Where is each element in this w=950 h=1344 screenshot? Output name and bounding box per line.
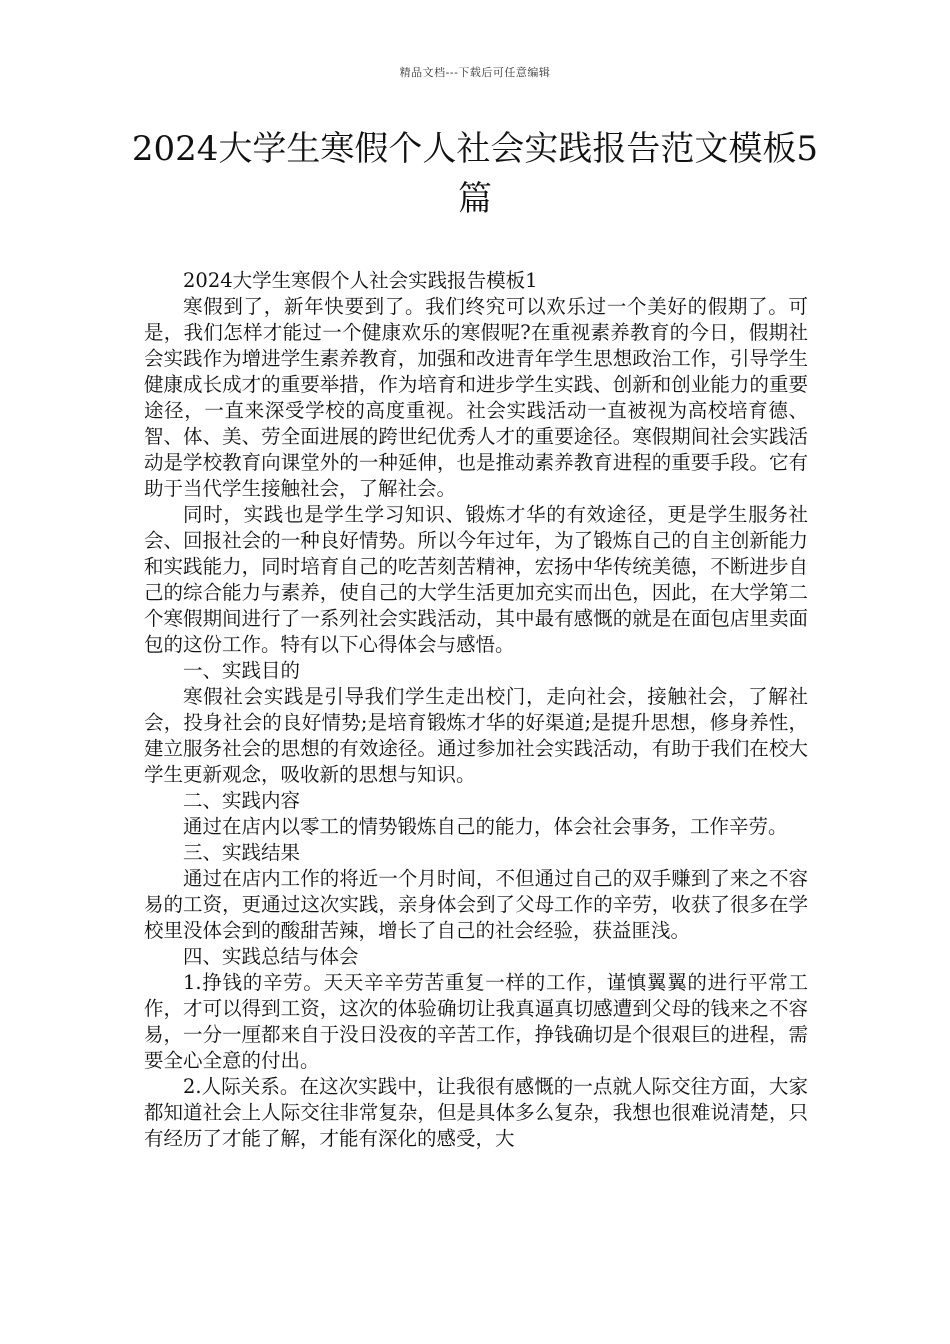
section-heading-results: 三、实践结果 xyxy=(183,841,301,864)
body-paragraph: 通过在店内以零工的情势锻炼自己的能力，体会社会事务，工作辛劳。 xyxy=(183,815,788,838)
header-note: 精品文档---下载后可任意编辑 xyxy=(399,66,551,79)
section-heading-template-1: 2024大学生寒假个人社会实践报告模板1 xyxy=(183,269,538,292)
body-paragraph: 寒假到了，新年快要到了。我们终究可以欢乐过一个美好的假期了。可是，我们怎样才能过一个健康欢乐的寒假呢?在重视素养教育的今日，假期社会实践作为增进学生素养教育，加强和改进青年学生思想政治工作，引导学生健康成长成才的重要举措，作为培育和进步学生实践、创新和创业能力的重要途径，一直来深受学校的高度重视。社会实践活动一直被视为高校培育德、智、体、美、劳全面进展的跨世纪优秀人才的重要途径。寒假期间社会实践活动是学校教育向课堂外的一种延伸，也是推动素养教育进程的重要手段。它有助于当代学生接触社会，了解社会。 xyxy=(144,295,808,500)
document-title: 2024大学生寒假个人社会实践报告范文模板5篇 xyxy=(131,129,819,219)
body-paragraph: 寒假社会实践是引导我们学生走出校门，走向社会，接触社会，了解社会，投身社会的良好情势;是培育锻炼才华的好渠道;是提升思想，修身养性，建立服务社会的思想的有效途径。通过参加社会实践活动，有助于我们在校大学生更新观念，吸收新的思想与知识。 xyxy=(144,685,808,786)
body-paragraph: 1.挣钱的辛劳。天天辛辛劳苦重复一样的工作，谨慎翼翼的进行平常工作，才可以得到工资，这次的体验确切让我真逼真切感遭到父母的钱来之不容易，一分一厘都来自于没日没夜的辛苦工作，挣钱确切是个很艰巨的进程，需要全心全意的付出。 xyxy=(144,971,808,1072)
body-paragraph: 通过在店内工作的将近一个月时间，不但通过自己的双手赚到了来之不容易的工资，更通过这次实践，亲身体会到了父母工作的辛劳，收获了很多在学校里没体会到的酸甜苦辣，增长了自己的社会经验，获益匪浅。 xyxy=(144,867,808,942)
document-body xyxy=(144,268,808,1152)
section-heading-content: 二、实践内容 xyxy=(183,789,301,812)
body-paragraph: 同时，实践也是学生学习知识、锻炼才华的有效途径，更是学生服务社会、回报社会的一种良好情势。所以今年过年，为了锻炼自己的自主创新能力和实践能力，同时培育自己的吃苦刻苦精神，宏扬中华传统美德，不断进步自己的综合能力与素养，使自己的大学生活更加充实而出色，因此，在大学第二个寒假期间进行了一系列社会实践活动，其中最有感慨的就是在面包店里卖面包的这份工作。特有以下心得体会与感悟。 xyxy=(144,503,808,656)
section-heading-summary: 四、实践总结与体会 xyxy=(183,945,359,968)
section-heading-purpose: 一、实践目的 xyxy=(183,659,301,682)
body-paragraph: 2.人际关系。在这次实践中，让我很有感慨的一点就人际交往方面，大家都知道社会上人际交往非常复杂，但是具体多么复杂，我想也很难说清楚，只有经历了才能了解，才能有深化的感受，大 xyxy=(144,1075,808,1150)
